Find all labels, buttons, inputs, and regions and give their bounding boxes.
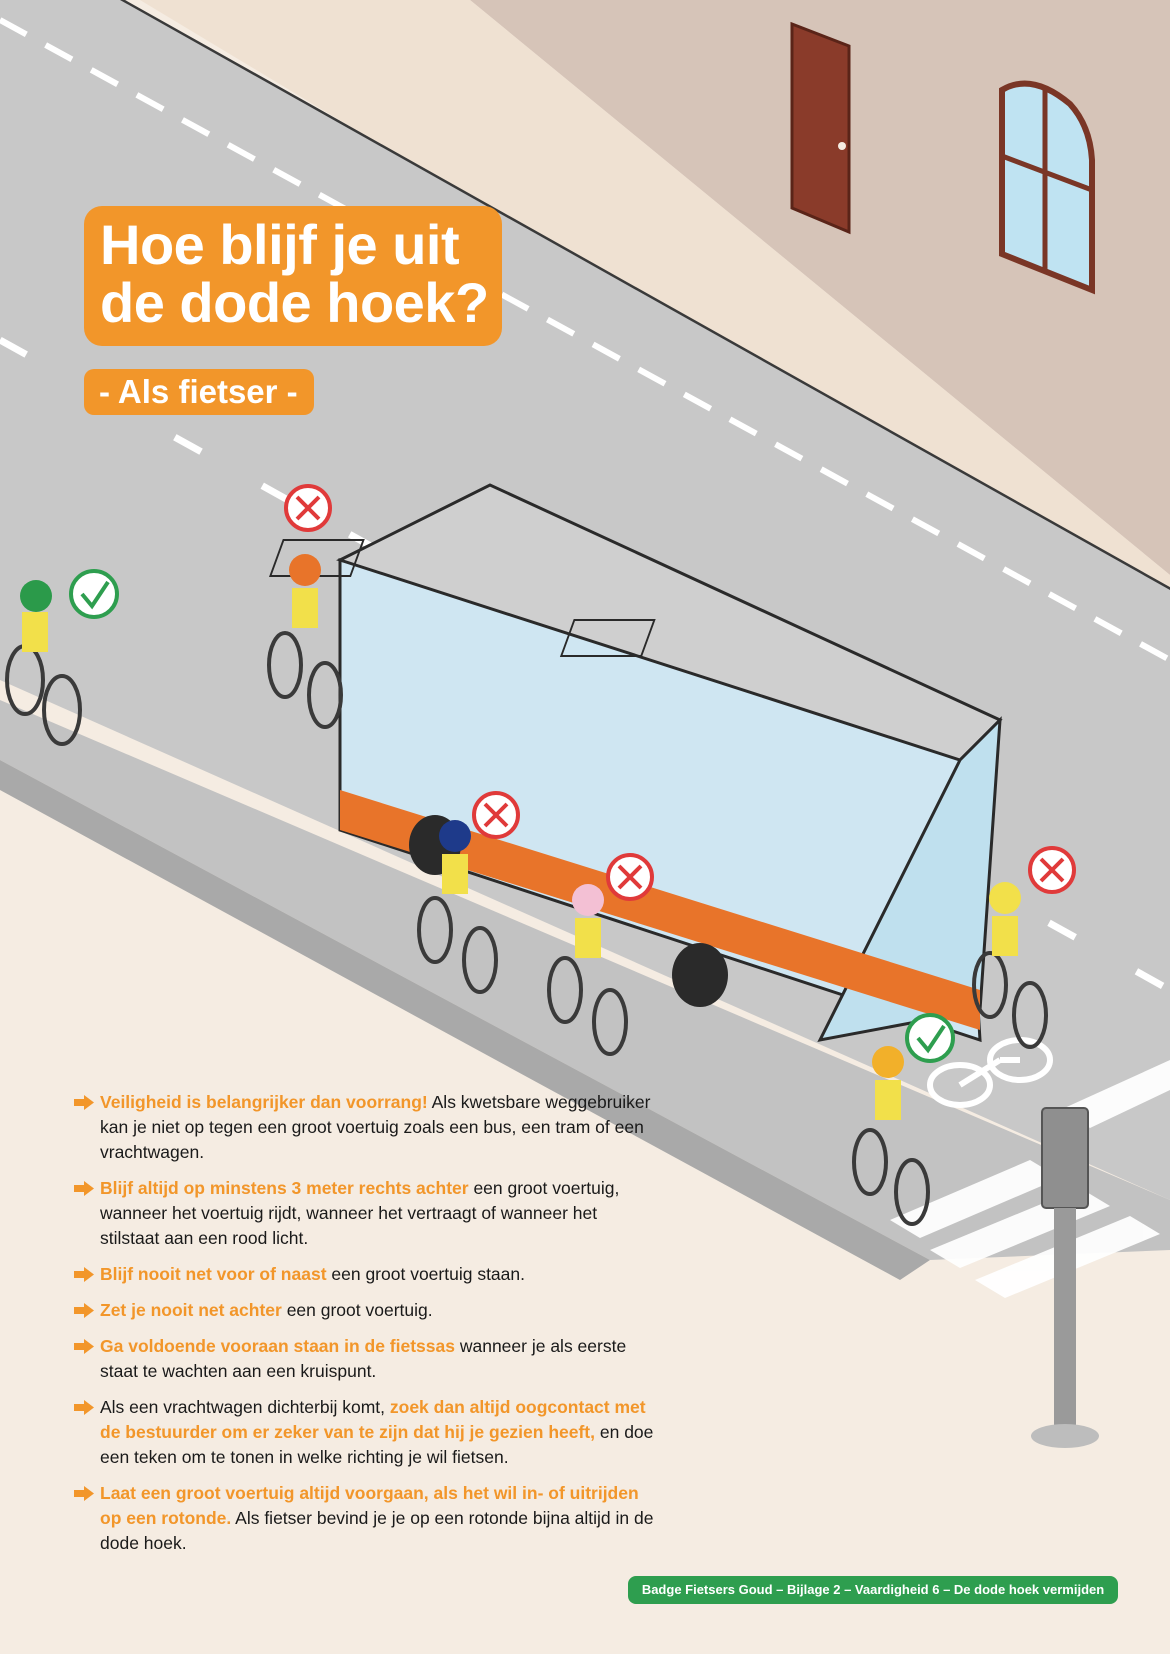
tip-item: [74, 1262, 654, 1287]
door-knob: [838, 142, 846, 150]
tip-item: [74, 1176, 654, 1251]
tip-text: Als kwetsbare weggebruiker kan je niet op tegen een groot voertuig zoals een bus, een tram of een vrachtwagen.: [100, 1092, 651, 1162]
bus-wheel-front: [672, 943, 728, 1007]
tip-highlight: zoek dan altijd oogcontact met de bestuurder om er zeker van te zijn dat hij je gezien heeft,: [100, 1397, 646, 1442]
tip-item: [74, 1090, 654, 1165]
tip-item: [74, 1395, 654, 1470]
tip-highlight: Blijf nooit net voor of naast: [100, 1264, 327, 1284]
tip-highlight: Veiligheid is belangrijker dan voorrang!: [100, 1092, 428, 1112]
arrow-right-icon: [74, 1486, 94, 1501]
x-circle-icon: [608, 855, 652, 899]
tip-text: Als een vrachtwagen dichterbij komt,: [100, 1397, 390, 1417]
title-box: [84, 206, 502, 346]
door: [792, 24, 849, 232]
tip-item: [74, 1334, 654, 1384]
tip-highlight: Laat een groot voertuig altijd voorgaan, als het wil in- of uitrijden op een rotonde.: [100, 1483, 639, 1528]
tips-list: [74, 1090, 654, 1567]
check-circle-icon: [907, 1015, 953, 1061]
footer-badge: Badge Fietsers Goud – Bijlage 2 – Vaardigheid 6 – De dode hoek vermijden: [628, 1576, 1118, 1604]
subtitle: - Als fietser -: [84, 369, 314, 415]
page-title: [100, 213, 502, 334]
tip-text: een groot voertuig staan.: [326, 1264, 525, 1284]
tip-item: [74, 1298, 654, 1323]
tip-highlight: Blijf altijd op minstens 3 meter rechts achter: [100, 1178, 469, 1198]
tip-text: een groot voertuig.: [281, 1300, 433, 1320]
tip-text: wanneer je als eerste staat te wachten aan een kruispunt.: [100, 1336, 627, 1381]
x-circle-icon: [286, 486, 330, 530]
arrow-right-icon: [74, 1267, 94, 1282]
arrow-right-icon: [74, 1181, 94, 1196]
x-circle-icon: [474, 793, 518, 837]
arrow-right-icon: [74, 1303, 94, 1318]
tip-highlight: Ga voldoende vooraan staan in de fietssas: [100, 1336, 455, 1356]
arrow-right-icon: [74, 1400, 94, 1415]
tip-text: een groot voertuig, wanneer het voertuig rijdt, wanneer het vertraagt of wanneer het stilstaat aan een rood licht.: [100, 1178, 620, 1248]
arrow-right-icon: [74, 1339, 94, 1354]
tip-text: en doe een teken om te tonen in welke richting je wil fietsen.: [100, 1422, 654, 1467]
tip-text: Als fietser bevind je je op een rotonde bijna altijd in de dode hoek.: [100, 1508, 654, 1553]
tip-highlight: Zet je nooit net achter: [100, 1300, 282, 1320]
page-title-line-1: Hoe blijf je uit: [100, 213, 460, 276]
page-title-line-2: de dode hoek?: [100, 271, 489, 334]
x-circle-icon: [1030, 848, 1074, 892]
tip-item: [74, 1481, 654, 1556]
check-circle-icon: [71, 571, 117, 617]
arrow-right-icon: [74, 1095, 94, 1110]
